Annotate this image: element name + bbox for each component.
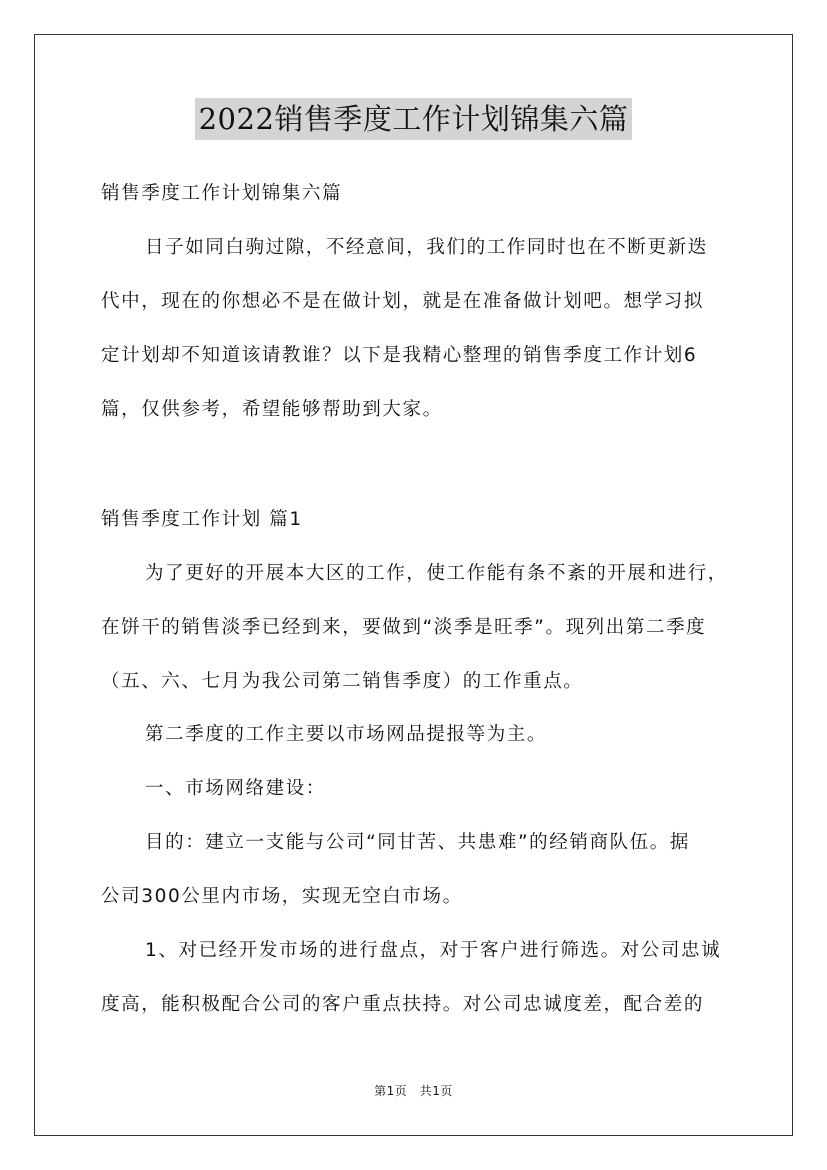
page-footer: 第1页 共1页 [374,1084,453,1098]
section-heading: 销售季度工作计划 篇1 [101,509,303,530]
body-line: （五、六、七月为我公司第二销售季度）的工作重点。 [101,671,584,692]
document-title-wrap [0,98,827,140]
document-subtitle: 销售季度工作计划锦集六篇 [101,183,343,204]
body-line: 在饼干的销售淡季已经到来，要做到“淡季是旺季”。现列出第二季度 [101,617,707,638]
body-line: 目的：建立一支能与公司“同甘苦、共患难”的经销商队伍。据 [145,832,690,853]
document-title: 2022销售季度工作计划锦集六篇 [195,98,633,140]
body-line: 1、对已经开发市场的进行盘点，对于客户进行筛选。对公司忠诚 [145,940,722,961]
intro-line: 日子如同白驹过隙，不经意间，我们的工作同时也在不断更新迭 [145,237,708,258]
body-line: 为了更好的开展本大区的工作，使工作能有条不紊的开展和进行， [145,563,728,584]
body-line: 一、市场网络建设： [145,778,326,799]
intro-line: 定计划却不知道该请教谁？以下是我精心整理的销售季度工作计划6 [101,345,698,366]
intro-line: 代中，现在的你想必不是在做计划，就是在准备做计划吧。想学习拟 [101,291,705,312]
body-line: 度高，能积极配合公司的客户重点扶持。对公司忠诚度差，配合差的 [101,994,705,1015]
body-line: 第二季度的工作主要以市场网品提报等为主。 [145,724,548,745]
body-line: 公司300公里内市场，实现无空白市场。 [101,886,463,907]
intro-line: 篇，仅供参考，希望能够帮助到大家。 [101,399,443,420]
